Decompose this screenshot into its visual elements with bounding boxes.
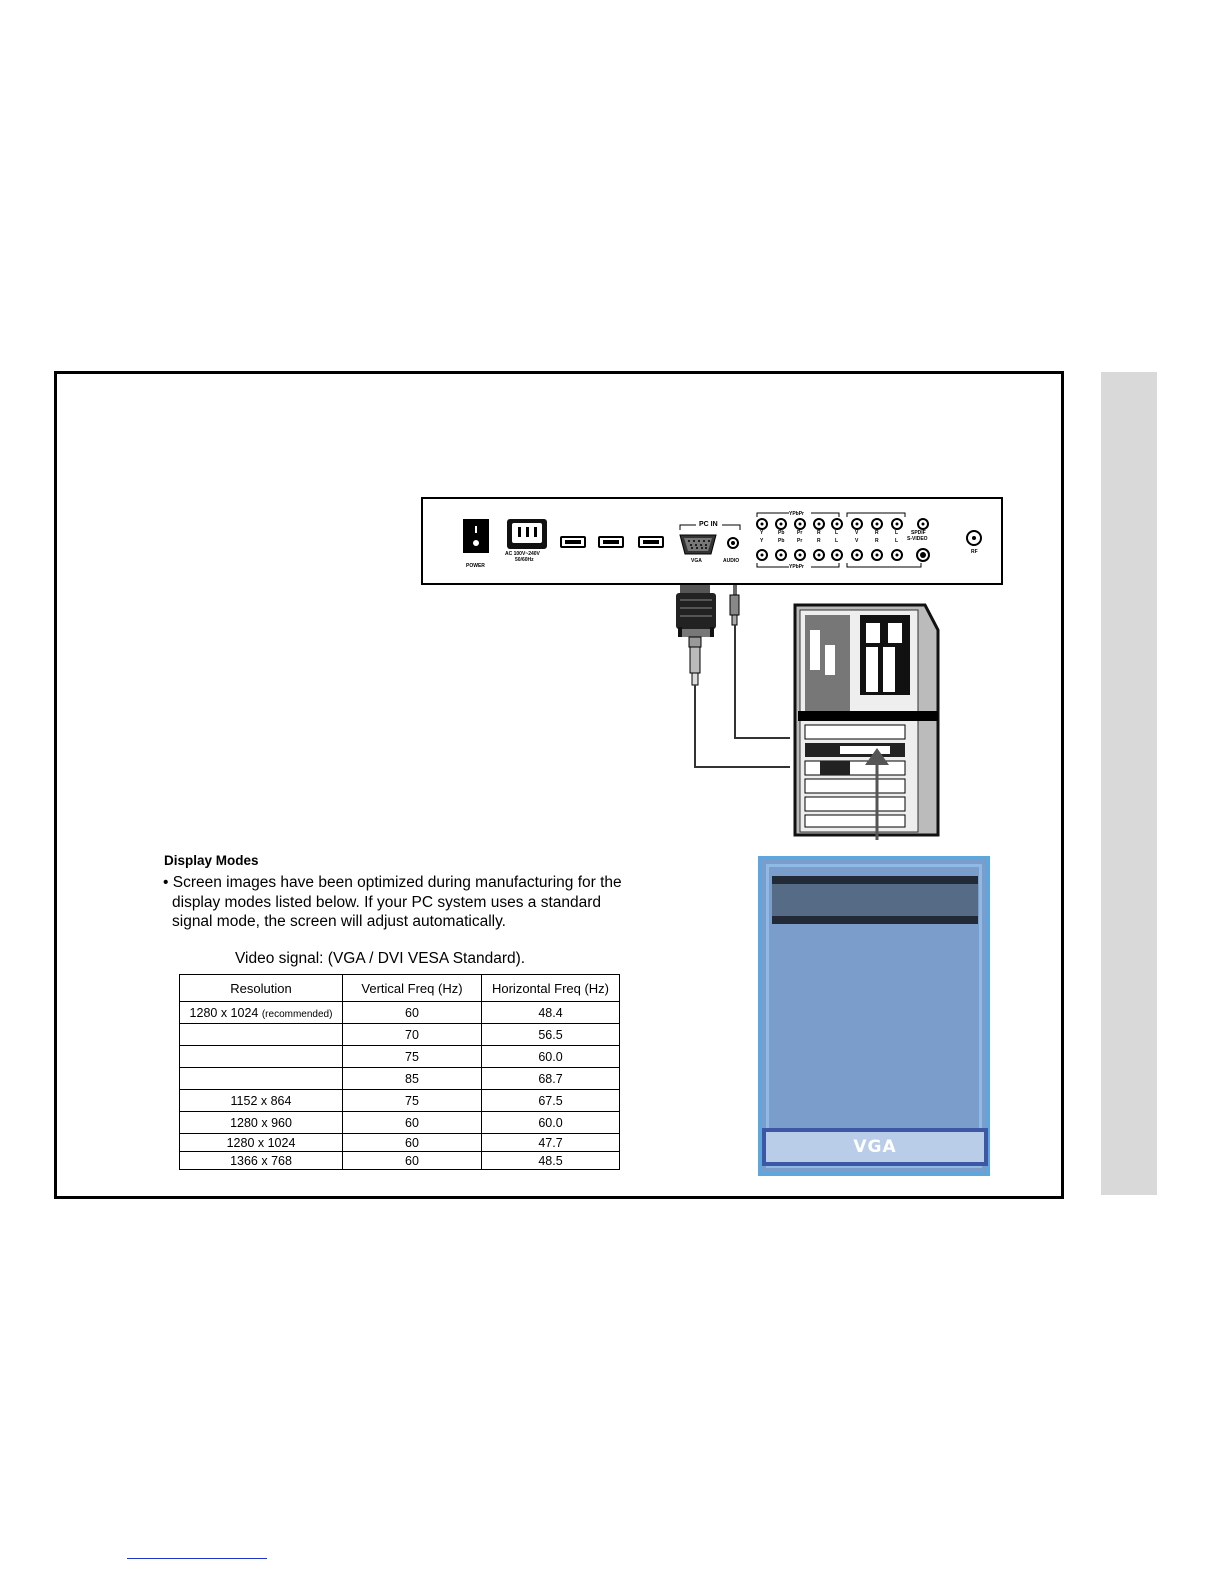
display-modes-line-3: signal mode, the screen will adjust automatically.: [172, 913, 506, 930]
jack-label-bottom-5: L: [835, 538, 839, 544]
cell-horizontal-freq: 56.5: [482, 1024, 620, 1046]
osd-source-menu: [758, 856, 990, 1176]
cell-resolution: 1280 x 960: [180, 1112, 343, 1134]
cell-vertical-freq: 85: [343, 1068, 482, 1090]
table-row: [180, 1024, 620, 1046]
cell-horizontal-freq: 67.5: [482, 1090, 620, 1112]
cell-horizontal-freq: 60.0: [482, 1112, 620, 1134]
jack-label-top-2: Pb: [778, 530, 785, 536]
table-row: [180, 1134, 620, 1152]
cell-resolution: [180, 1002, 343, 1024]
table-row: [180, 1068, 620, 1090]
header-resolution: Resolution: [180, 975, 343, 1002]
jack-label-top-5: L: [835, 530, 839, 536]
footer-link-underline[interactable]: [127, 1558, 267, 1559]
jack-label-bottom-8: L: [895, 538, 899, 544]
cell-vertical-freq: 60: [343, 1002, 482, 1024]
jack-label-top-3: Pr: [797, 530, 803, 536]
display-modes-body: [163, 873, 653, 932]
jack-label-bottom-2: Pb: [778, 538, 785, 544]
audio-cable-plug: [730, 585, 739, 625]
jack-label-bottom-6: V: [855, 538, 859, 544]
table-header-row: [180, 975, 620, 1002]
cell-resolution: 1366 x 768: [180, 1152, 343, 1170]
cell-vertical-freq: 60: [343, 1134, 482, 1152]
cell-vertical-freq: 60: [343, 1112, 482, 1134]
resolution-value: 1280 x 1024: [189, 1005, 259, 1020]
cell-horizontal-freq: 48.4: [482, 1002, 620, 1024]
osd-source-label: VGA: [766, 1132, 984, 1162]
ypbpr-label-bottom: YPbPr: [789, 564, 805, 570]
svideo-label: S-VIDEO: [907, 536, 928, 542]
jack-label-bottom-1: Y: [760, 538, 764, 544]
display-modes-table: [179, 974, 620, 1170]
pc-connection-illustration: [660, 585, 980, 850]
header-vertical-freq: Vertical Freq (Hz): [343, 975, 482, 1002]
hdmi-port-2: [598, 536, 624, 548]
recommended-note: (recommended): [261, 1008, 333, 1020]
table-row: [180, 1112, 620, 1134]
cell-horizontal-freq: 48.5: [482, 1152, 620, 1170]
jack-label-top-8: L: [895, 530, 899, 536]
jack-label-top-1: Y: [760, 530, 764, 536]
display-modes-line-1: • Screen images have been optimized during manufacturing for the: [163, 874, 622, 891]
cell-vertical-freq: 75: [343, 1090, 482, 1112]
cell-horizontal-freq: 68.7: [482, 1068, 620, 1090]
ac-label-2: 50/60Hz: [515, 557, 534, 563]
ac-inlet: [507, 519, 547, 549]
cell-horizontal-freq: 47.7: [482, 1134, 620, 1152]
pcin-label: PC IN: [699, 521, 718, 528]
jack-label-bottom-7: R: [875, 538, 879, 544]
hdmi-port-1: [560, 536, 586, 548]
tv-rear-panel: [421, 497, 1003, 585]
rf-label: RF: [971, 549, 978, 555]
display-modes-heading: Display Modes: [164, 853, 259, 868]
pc-tower: [795, 605, 938, 835]
cell-resolution: [180, 1046, 343, 1068]
vga-label: VGA: [691, 558, 702, 564]
audio-jack: [727, 537, 739, 549]
jack-label-top-6: V: [855, 530, 859, 536]
rf-jack: [966, 530, 982, 546]
cell-vertical-freq: 60: [343, 1152, 482, 1170]
cell-vertical-freq: 75: [343, 1046, 482, 1068]
osd-title-bar: [772, 876, 978, 924]
table-row: [180, 1002, 620, 1024]
jack-label-top-4: R: [817, 530, 821, 536]
cell-resolution: 1280 x 1024: [180, 1134, 343, 1152]
cell-horizontal-freq: 60.0: [482, 1046, 620, 1068]
audio-label: AUDIO: [723, 558, 740, 564]
jack-label-top-7: R: [875, 530, 879, 536]
cell-vertical-freq: 70: [343, 1024, 482, 1046]
display-modes-line-2: display modes listed below. If your PC system uses a standard: [172, 893, 602, 911]
osd-source-item-vga[interactable]: [762, 1128, 988, 1166]
cell-resolution: [180, 1024, 343, 1046]
cell-resolution: 1152 x 864: [180, 1090, 343, 1112]
power-label: POWER: [466, 563, 485, 569]
jack-label-bottom-4: R: [817, 538, 821, 544]
ypbpr-label-top: YPbPr: [789, 511, 805, 517]
cell-resolution: [180, 1068, 343, 1090]
vga-cable-plug: [676, 585, 716, 685]
table-row: [180, 1152, 620, 1170]
hdmi-port-3: [638, 536, 664, 548]
table-row: [180, 1090, 620, 1112]
header-horizontal-freq: Horizontal Freq (Hz): [482, 975, 620, 1002]
spdif-label: SPDIF: [911, 530, 926, 536]
jack-label-bottom-3: Pr: [797, 538, 803, 544]
table-row: [180, 1046, 620, 1068]
video-signal-caption: Video signal: (VGA / DVI VESA Standard).: [235, 950, 526, 967]
vga-port: [678, 533, 718, 557]
side-tab: [1101, 372, 1157, 1195]
power-switch: [463, 519, 489, 553]
ac-label-1: AC 100V~240V: [505, 551, 540, 557]
